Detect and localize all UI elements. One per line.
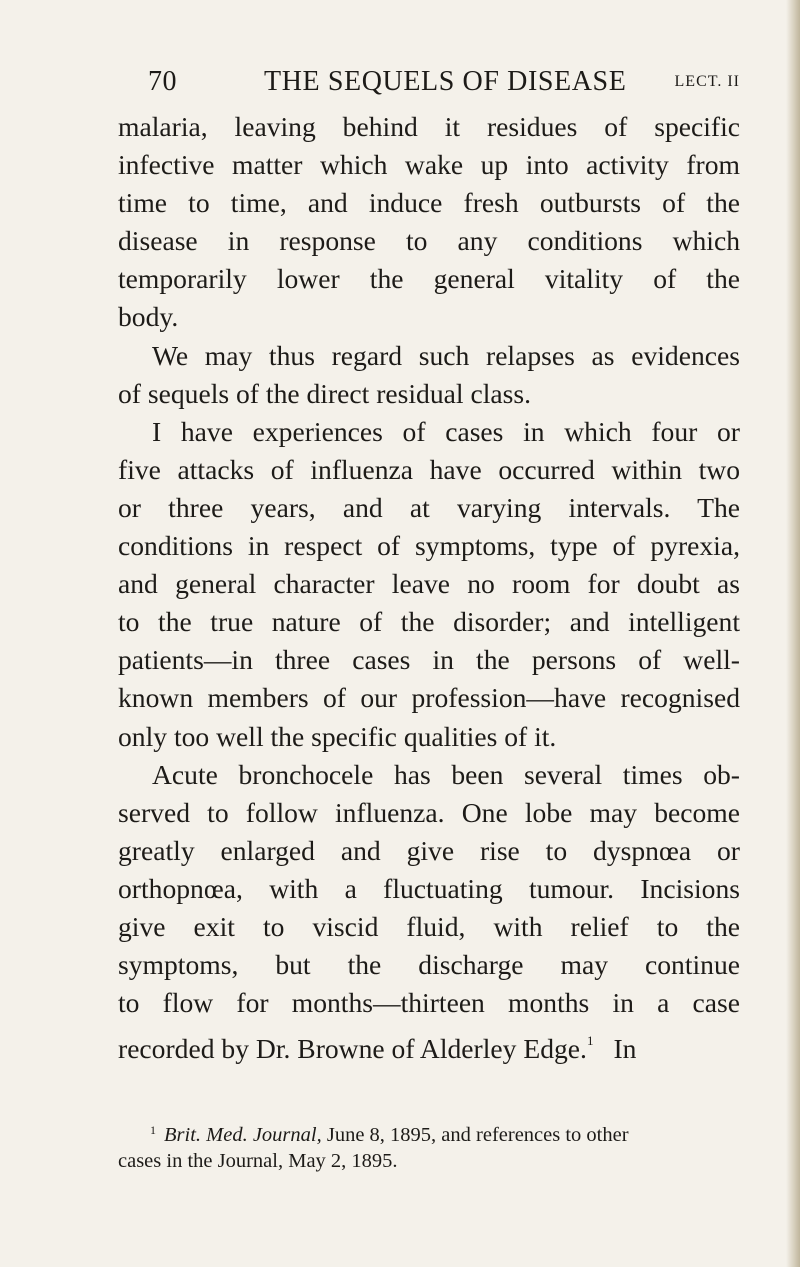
footnote-marker: 1 (150, 1123, 156, 1137)
footnote (118, 1115, 740, 1177)
body-text (118, 108, 740, 1065)
text-fragment: In (613, 1033, 637, 1065)
paragraph-first-line: I have experiences of cases in which four or (152, 415, 740, 447)
footnote-reference[interactable]: 1 (586, 1033, 594, 1049)
footnote-journal: Brit. Med. Journal, (164, 1124, 322, 1146)
text-line: time to time, and induce fresh outbursts of the (118, 187, 740, 219)
text-line: only too well the specific qualities of it. (118, 720, 557, 752)
text-line: of sequels of the direct residual class. (118, 377, 532, 409)
text-line: disease in response to any conditions which (118, 225, 740, 257)
text-line: greatly enlarged and give rise to dyspnœa or (118, 834, 740, 866)
paragraph-first-line: Acute bronchocele has been several times ob- (152, 758, 740, 790)
text-line: conditions in respect of symptoms, type of pyrexia, (118, 530, 740, 562)
text-line: five attacks of influenza have occurred within two (118, 453, 740, 485)
footnote-text: June 8, 1895, and references to other (321, 1124, 629, 1146)
page-edge-shadow (786, 0, 800, 1267)
text-line: body. (118, 301, 179, 333)
text-line: served to follow influenza. One lobe may become (118, 796, 740, 828)
lecture-label: LECT. II (674, 73, 740, 90)
page-number: 70 (148, 66, 177, 97)
footnote-line: cases in the Journal, May 2, 1895. (118, 1150, 398, 1172)
text-line: to the true nature of the disorder; and intelligent (118, 606, 740, 638)
text-line: patients—in three cases in the persons of well- (118, 644, 740, 676)
text-line-with-footnote (118, 1022, 740, 1065)
text-line: and general character leave no room for doubt as (118, 568, 740, 600)
text-line: malaria, leaving behind it residues of specific (118, 111, 740, 142)
text-line: to flow for months—thirteen months in a case (118, 987, 740, 1019)
text-fragment: recorded by Dr. Browne of Alderley Edge. (118, 1033, 587, 1065)
text-line: give exit to viscid fluid, with relief to the (118, 910, 740, 942)
text-line: infective matter which wake up into activity from (118, 149, 740, 181)
text-line: known members of our profession—have recognised (118, 682, 740, 714)
text-line: orthopnœa, with a fluctuating tumour. Incisions (118, 872, 740, 904)
footnote-line (118, 1115, 740, 1146)
text-line: or three years, and at varying intervals. The (118, 491, 740, 523)
running-head (148, 66, 740, 106)
paragraph-first-line: We may thus regard such relapses as evidences (152, 339, 740, 371)
text-line: temporarily lower the general vitality of the (118, 263, 740, 295)
text-line: symptoms, but the discharge may continue (118, 949, 740, 981)
running-title: THE SEQUELS OF DISEASE (264, 66, 627, 97)
